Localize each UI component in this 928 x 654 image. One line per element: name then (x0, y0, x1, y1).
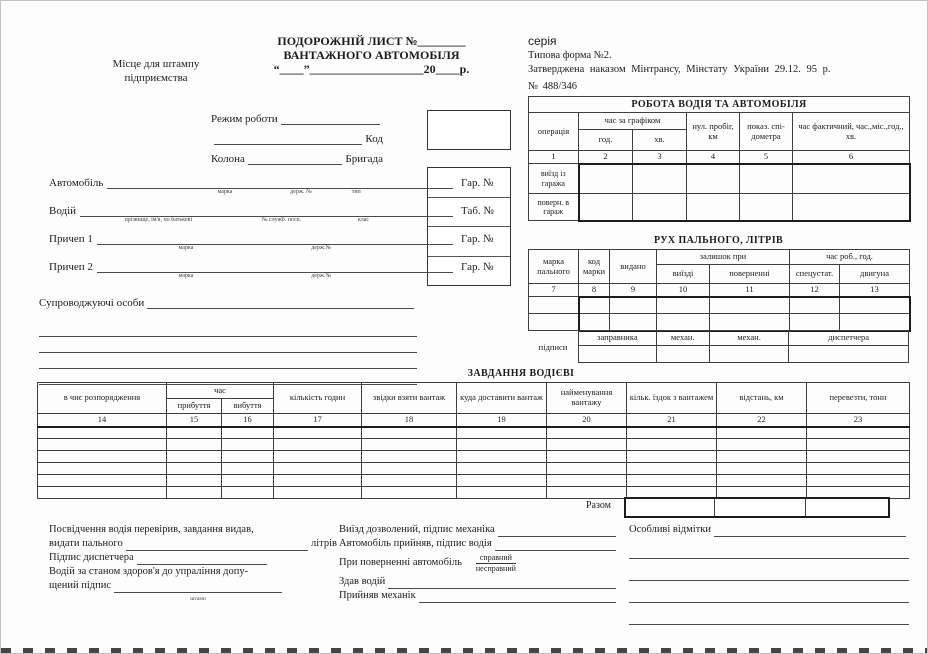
col-at-disposal: в чиє розпорядження (38, 383, 167, 414)
col-minutes: хв. (633, 130, 687, 151)
signatures-table (578, 330, 909, 363)
sig-cell[interactable] (656, 346, 709, 363)
task-grid-row[interactable] (38, 439, 910, 451)
task-cell[interactable] (274, 475, 362, 487)
sub-label-class: клас (357, 217, 370, 223)
task-cell[interactable] (717, 439, 807, 451)
task-grid-row[interactable] (38, 463, 910, 475)
dispatcher-signature-label: Підпис диспетчера (49, 552, 134, 563)
special-notes-line[interactable] (629, 581, 909, 603)
task-cell[interactable] (457, 475, 547, 487)
trailer2-row (49, 255, 511, 279)
stamp-place-line1: Місце для штампу (112, 58, 200, 70)
special-notes-line[interactable] (629, 537, 909, 559)
vehicle-row (49, 171, 511, 195)
total-cell-distance[interactable] (715, 499, 806, 516)
issue-fuel-field[interactable] (126, 536, 308, 551)
sub-label-marka: марка (217, 189, 233, 195)
work-cell[interactable] (793, 194, 910, 221)
form-date-line[interactable]: “____”___________________20____р. (273, 62, 470, 76)
col-at-return: поверненні (710, 265, 790, 284)
task-cell[interactable] (627, 439, 717, 451)
special-notes-line[interactable] (629, 603, 909, 625)
sig-cell[interactable] (789, 346, 909, 363)
work-cell[interactable] (579, 164, 633, 194)
signatures-block (528, 330, 909, 363)
col-actual-time: час фактичний, час.,міс.,год., хв. (793, 113, 910, 151)
task-cell[interactable] (547, 451, 627, 463)
garage-no-label: Гар. № (461, 177, 494, 189)
row-garage-return: поверн. в гараж (529, 194, 579, 221)
vehicle-label: Автомобіль (49, 177, 104, 189)
handed-by-driver-field[interactable] (388, 574, 616, 589)
work-cell[interactable] (740, 164, 793, 194)
task-cell[interactable] (807, 427, 910, 439)
col-schedule-time: час за графіком (579, 113, 687, 130)
col-fuel-brand: марка пального (529, 250, 579, 284)
accompanying-label: Супроводжуючі особи (39, 297, 145, 309)
driver-row (49, 199, 511, 223)
col-at-departure: виїзді (657, 265, 710, 284)
task-cell[interactable] (222, 427, 274, 439)
garage-no-label: Гар. № (461, 261, 494, 273)
task-cell[interactable] (38, 427, 167, 439)
sig-mechanic2: механ. (709, 331, 789, 346)
sub-label-typ: тип (351, 189, 361, 195)
form-note: Типова форма №2. (528, 50, 612, 61)
fuel-cell[interactable] (610, 314, 657, 331)
task-grid-row[interactable] (38, 475, 910, 487)
work-cell[interactable] (633, 164, 687, 194)
col-cargo-to: куда доставити вантаж (457, 383, 547, 414)
task-cell[interactable] (717, 463, 807, 475)
tab-no-label: Таб. № (461, 205, 494, 217)
task-cell[interactable] (167, 487, 222, 499)
accompanying-line[interactable] (39, 337, 417, 353)
task-grid-row[interactable] (38, 427, 910, 439)
task-cell[interactable] (222, 475, 274, 487)
task-cell[interactable] (274, 439, 362, 451)
task-grid-body (38, 427, 910, 499)
task-cell[interactable] (627, 451, 717, 463)
fuel-table (528, 249, 911, 332)
task-cell[interactable] (457, 451, 547, 463)
accompanying-line[interactable] (39, 353, 417, 369)
total-label: Разом (585, 500, 611, 511)
task-cell[interactable] (627, 475, 717, 487)
vehicle-field[interactable] (107, 170, 453, 195)
total-cell-trips[interactable] (626, 499, 715, 516)
approved-note: Затверджена наказом Мінтрансу, Мінстату України 29.12. 95 р. (528, 64, 831, 75)
task-cell[interactable] (222, 451, 274, 463)
task-cell[interactable] (38, 451, 167, 463)
task-cell[interactable] (38, 475, 167, 487)
special-notes-label: Особливі відмітки (629, 524, 712, 535)
task-table-title: ЗАВДАННЯ ВОДІЄВІ (467, 368, 575, 379)
col-special-equip: спецустат. (790, 265, 840, 284)
task-cell[interactable] (222, 463, 274, 475)
fuel-cell[interactable] (610, 297, 657, 314)
column-label: Колона (211, 153, 245, 165)
work-cell[interactable] (793, 164, 910, 194)
work-number-row: 1 2 3 4 5 6 (529, 151, 910, 164)
order-number: № 488/346 (528, 81, 578, 92)
fuel-cell[interactable] (840, 314, 910, 331)
fuel-cell[interactable] (840, 297, 910, 314)
task-cell[interactable] (547, 475, 627, 487)
task-cell[interactable] (457, 487, 547, 499)
work-cell[interactable] (687, 164, 740, 194)
task-cell[interactable] (167, 427, 222, 439)
trailer2-field[interactable] (97, 254, 453, 279)
task-cell[interactable] (38, 487, 167, 499)
task-table (37, 382, 910, 499)
fuel-cell[interactable] (710, 297, 790, 314)
trailer2-label: Причеп 2 (49, 261, 93, 273)
task-cell[interactable] (457, 463, 547, 475)
task-cell[interactable] (274, 487, 362, 499)
fuel-cell[interactable] (657, 297, 710, 314)
work-table (528, 96, 911, 222)
work-cell[interactable] (633, 194, 687, 221)
col-work-hours: час роб., год. (790, 250, 910, 265)
issue-fuel-label: видати пального (49, 538, 123, 549)
code-field[interactable] (214, 124, 362, 145)
column-field[interactable] (248, 144, 343, 165)
sub-label-derzh-no: держ. № (290, 189, 312, 195)
col-distance-km: відстань, км (717, 383, 807, 414)
exit-allowed-label: Виїзд дозволений, підпис механіка (339, 524, 495, 535)
dispatcher-signature-field[interactable] (137, 550, 267, 565)
sub-label-name: прізвище, ім'я, по батькові (124, 217, 193, 223)
col-operation: операція (529, 113, 579, 151)
sub-label-marka: марка (178, 273, 194, 279)
stamp-place-line2: підприємства (124, 72, 188, 84)
sig-mechanic1: механ. (656, 331, 709, 346)
sig-dispatcher: диспетчера (789, 331, 909, 346)
sub-label-marka: марка (178, 245, 194, 251)
fuel-cell[interactable] (529, 297, 579, 314)
sub-label-license: № служб. посв. (261, 217, 302, 223)
fuel-cell[interactable] (657, 314, 710, 331)
liters-label: літрів (311, 538, 337, 549)
on-return-label: При поверненні автомобіль (339, 557, 462, 568)
task-cell[interactable] (362, 427, 457, 439)
accompanying-field[interactable] (147, 290, 414, 309)
signatures-label: підписи (538, 341, 568, 352)
task-number-row: 14 15 16 17 18 19 20 21 22 23 (38, 414, 910, 427)
condition-ok-option[interactable]: справний (476, 553, 516, 564)
task-cell[interactable] (362, 475, 457, 487)
task-cell[interactable] (362, 487, 457, 499)
driver-signature-field[interactable] (495, 536, 616, 551)
col-tons: перевезти, тонн (807, 383, 910, 414)
col-speedometer: показ. спі- дометра (740, 113, 793, 151)
row-garage-exit: виїзд із гаража (529, 164, 579, 194)
code-label: Код (365, 133, 383, 145)
license-checked-text: Посвідчення водія перевірив, завдання видав, (49, 524, 254, 535)
stamp-place-note (71, 57, 241, 85)
vehicle-accepted-label: Автомобіль прийняв, підпис водія (339, 538, 492, 549)
task-cell[interactable] (807, 475, 910, 487)
task-cell[interactable] (167, 451, 222, 463)
col-cargo-name: найменування вантажу (547, 383, 627, 414)
col-issued: видано (610, 250, 657, 284)
work-table-title: РОБОТА ВОДІЯ ТА АВТОМОБІЛЯ (529, 97, 910, 113)
special-notes-field[interactable] (714, 520, 906, 537)
task-cell[interactable] (274, 451, 362, 463)
series-label: серія (528, 34, 557, 48)
perforation-edge (1, 648, 927, 653)
task-cell[interactable] (457, 439, 547, 451)
task-cell[interactable] (717, 427, 807, 439)
mechanic-signature-field[interactable] (498, 522, 616, 537)
task-cell[interactable] (362, 439, 457, 451)
col-engine: двигуна (840, 265, 910, 284)
total-box (624, 497, 890, 518)
fuel-cell[interactable] (579, 314, 610, 331)
task-cell[interactable] (807, 463, 910, 475)
total-cell-tons[interactable] (806, 499, 888, 516)
task-cell[interactable] (38, 439, 167, 451)
garage-no-label: Гар. № (461, 233, 494, 245)
fuel-cell[interactable] (790, 314, 840, 331)
fuel-cell[interactable] (790, 297, 840, 314)
col-cargo-from: звідки взяти вантаж (362, 383, 457, 414)
task-cell[interactable] (627, 427, 717, 439)
task-cell[interactable] (547, 427, 627, 439)
stamp-sub-label: штамп (190, 596, 206, 602)
col-hours: год. (579, 130, 633, 151)
regime-block (211, 105, 383, 165)
col-zero-run: нул. пробіг, км (687, 113, 740, 151)
task-cell[interactable] (167, 475, 222, 487)
task-cell[interactable] (362, 451, 457, 463)
col-arrival: прибуття (167, 399, 222, 414)
fuel-cell[interactable] (529, 314, 579, 331)
work-mode-field[interactable] (281, 104, 380, 125)
trailer1-field[interactable] (97, 226, 453, 251)
task-cell[interactable] (457, 427, 547, 439)
task-cell[interactable] (167, 463, 222, 475)
task-cell[interactable] (38, 463, 167, 475)
task-cell[interactable] (547, 439, 627, 451)
work-cell[interactable] (579, 194, 633, 221)
vehicle-condition-choice[interactable] (476, 553, 516, 574)
footer-right (629, 521, 909, 625)
sub-label-derzh-no: держ.№ (311, 273, 332, 279)
driver-label: Водій (49, 205, 77, 217)
accompanying-block (39, 291, 417, 385)
task-cell[interactable] (547, 487, 627, 499)
col-time: час (167, 383, 274, 399)
trailer1-label: Причеп 1 (49, 233, 93, 245)
task-cell[interactable] (627, 463, 717, 475)
task-cell[interactable] (274, 427, 362, 439)
col-trips-loaded: кільк. їздок з вантажем (627, 383, 717, 414)
task-cell[interactable] (362, 463, 457, 475)
admitted-signature-label: щений підпис (49, 580, 112, 591)
admitted-signature-field[interactable] (114, 578, 282, 602)
accompanying-line[interactable] (39, 321, 417, 337)
brigade-label: Бригада (345, 153, 383, 165)
task-cell[interactable] (807, 439, 910, 451)
accepted-by-mechanic-field[interactable] (419, 588, 616, 603)
task-cell[interactable] (274, 463, 362, 475)
task-cell[interactable] (547, 463, 627, 475)
footer-left (49, 523, 337, 602)
sig-fueler: заправника (579, 331, 657, 346)
fuel-cell[interactable] (710, 314, 790, 331)
work-cell[interactable] (740, 194, 793, 221)
task-grid-row[interactable] (38, 451, 910, 463)
work-mode-label: Режим роботи (211, 113, 278, 125)
form-title (249, 34, 494, 76)
fuel-number-row: 7 8 9 10 11 12 13 (529, 284, 910, 297)
task-cell[interactable] (222, 439, 274, 451)
sub-label-derzh-no: держ.№ (311, 245, 332, 251)
fuel-cell[interactable] (579, 297, 610, 314)
driver-field[interactable] (80, 198, 453, 223)
task-cell[interactable] (222, 487, 274, 499)
task-cell[interactable] (807, 451, 910, 463)
accepted-by-mechanic-label: Прийняв механік (339, 590, 416, 601)
condition-bad-option[interactable]: несправний (475, 563, 516, 573)
sig-cell[interactable] (579, 346, 657, 363)
task-cell[interactable] (717, 451, 807, 463)
task-cell[interactable] (717, 475, 807, 487)
special-notes-line[interactable] (629, 559, 909, 581)
footer-middle (339, 523, 619, 603)
trailer1-row (49, 227, 511, 251)
form-info (528, 34, 912, 94)
work-cell[interactable] (687, 194, 740, 221)
form-title-line1: ПОДОРОЖНІЙ ЛИСТ №________ (277, 34, 466, 48)
col-remainder: залишок при (657, 250, 790, 265)
task-cell[interactable] (167, 439, 222, 451)
col-departure: вибуття (222, 399, 274, 414)
sig-cell[interactable] (709, 346, 789, 363)
form-title-line2: ВАНТАЖНОГО АВТОМОБІЛЯ (283, 48, 460, 62)
code-box-single[interactable] (427, 110, 511, 150)
col-brand-code: код марки (579, 250, 610, 284)
driver-health-text: Водій за станом здоров'я до упраління допу- (49, 566, 249, 577)
fuel-table-title: РУХ ПАЛЬНОГО, ЛІТРІВ (653, 235, 784, 246)
handed-by-driver-label: Здав водій (339, 576, 386, 587)
col-hours-count: кількість годин (274, 383, 362, 414)
